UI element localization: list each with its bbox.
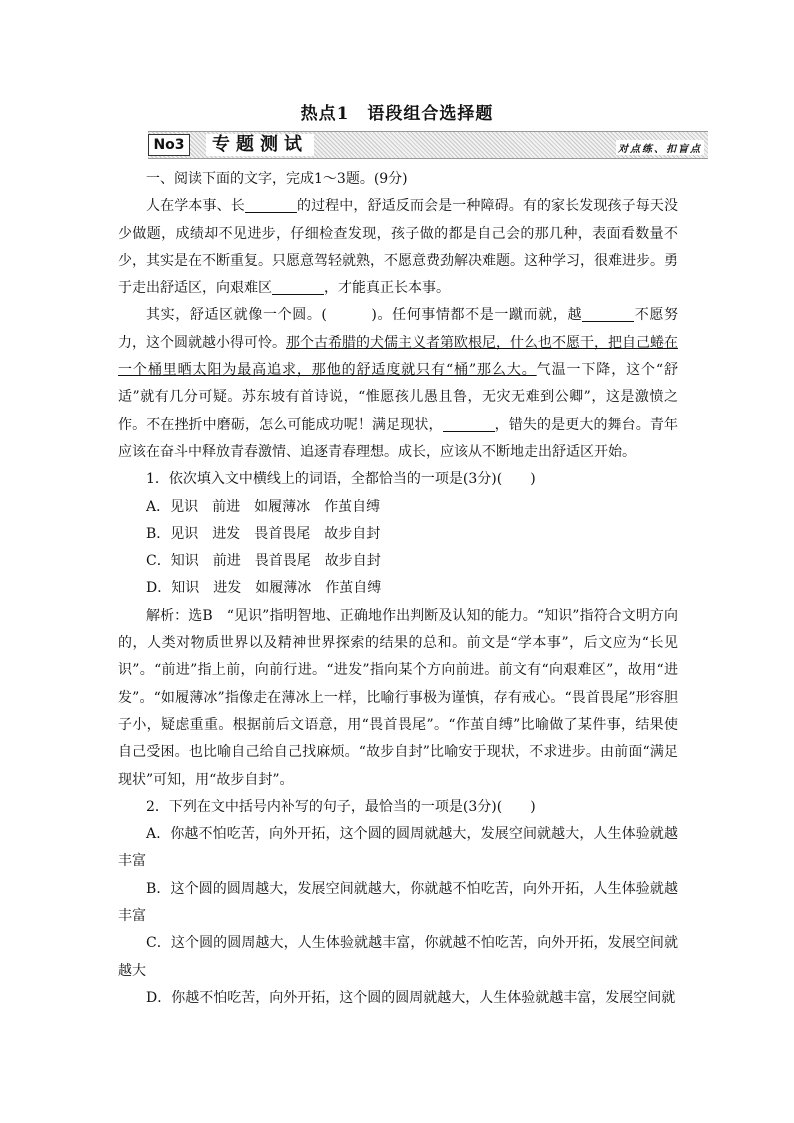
document-body (118, 166, 678, 1012)
question-1-option-a: A．见识 前进 如履薄冰 作茧自缚 (146, 498, 381, 515)
section-instruction: 一、阅读下面的文字，完成1～3题。(9分) (146, 171, 408, 187)
passage-text: ，错失的是更大的舞台。青年应该在奋斗中释放青春激情、追逐青春理想。成长，应该从不断地走出舒适区开始。 (118, 416, 679, 460)
question-1-analysis: 解析：选B “见识”指明智地、正确地作出判断及认知的能力。“知识”指符合文明方向的，人类对物质世界以及精神世界探索的结果的总和。前文是“学本事”，后文应为“长见识”。“前进”指上前，向前行进。“进发”指向某个方向前进。前文有“向艰难区”，故用“进发”。“如履薄冰”指像走在薄冰上一样，比喻行事极为谨慎，存有戒心。“畏首畏尾”形容胆子小，疑虑重重。根据前后文语意，用“畏首畏尾”。“作茧自缚”比喻做了某件事，结果使自己受困。也比喻自己给自己找麻烦。“故步自封”比喻安于现状，不求进步。由前面“满足现状”可知，用“故步自封”。 (118, 607, 678, 788)
question-1-option-c: C．知识 前进 畏首畏尾 故步自封 (146, 553, 381, 570)
question-1-option-d: D．知识 进发 如履薄冰 作茧自缚 (146, 580, 382, 597)
passage-text: 的过程中，舒适反而会是一种障碍。有的家长发现孩子每天没少做题，成绩却不见进步，仔细检查发现，孩子做的都是自己会的那几种，表面看数量不少，其实是在不断重复。只愿意驾轻就熟，不愿意费劲解决难题。这种学习，很难进步。勇于走出舒适区，向艰难区 (118, 198, 679, 297)
question-2-option-c: C．这个圆的圆周越大，人生体验就越丰富，你就越不怕吃苦，向外开拓，发展空间就越大 (118, 935, 678, 979)
passage-text: 其实，舒适区就像一个圆。( )。任何事情都不是一蹴而就，越 (146, 307, 583, 324)
banner-tag: 对点练、扣盲点 (616, 140, 704, 155)
passage-text: ，才能真正长本事。 (324, 280, 450, 297)
banner-number: No3 (148, 134, 190, 156)
question-2-option-d: D．你越不怕吃苦，向外开拓，这个圆的圆周就越大，人生体验就越丰富，发展空间就 (146, 989, 676, 1006)
question-1-option-b: B．见识 进发 畏首畏尾 故步自封 (146, 525, 381, 542)
page-title: 热点1 语段组合选择题 (300, 104, 494, 124)
section-banner (148, 131, 708, 159)
question-2-option-b: B．这个圆的圆周越大，发展空间就越大，你就越不怕吃苦，向外开拓，人生体验就越丰富 (118, 880, 678, 925)
fill-blank-2 (272, 278, 324, 295)
passage-paragraph-1 (118, 193, 678, 302)
passage-text: 人在学本事、长 (146, 198, 245, 215)
passage-text: 气温一下降，这个“舒适”就有几分可疑。苏东坡有首诗说，“惟愿孩儿愚且鲁，无灾无难到公卿”，这是激愤之作。不在挫折中磨砺，怎么可能成功呢！满足现状， (118, 362, 678, 433)
fill-blank-1 (245, 196, 297, 213)
underlined-sentence: 那个古希腊的犬儒主义者第欧根尼，什么也不愿干，把自己蜷在一个桶里晒太阳为最高追求，那他的舒适度就只有“桶”那么大。 (118, 334, 678, 379)
banner-title: 专题测试 (206, 134, 314, 156)
question-2-stem: 2．下列在文中括号内补写的句子，最恰当的一项是(3分)( ) (146, 798, 536, 815)
fill-blank-4 (443, 415, 495, 432)
question-2-option-a: A．你越不怕吃苦，向外开拓，这个圆的圆周就越大，发展空间就越大，人生体验就越丰富 (118, 826, 678, 870)
passage-paragraph-2 (118, 302, 678, 466)
question-1-stem: 1．依次填入文中横线上的词语，全都恰当的一项是(3分)( ) (146, 471, 536, 488)
passage-text: 不愿努力，这个圆就越小得可怜。 (118, 307, 678, 351)
fill-blank-3 (582, 305, 634, 322)
